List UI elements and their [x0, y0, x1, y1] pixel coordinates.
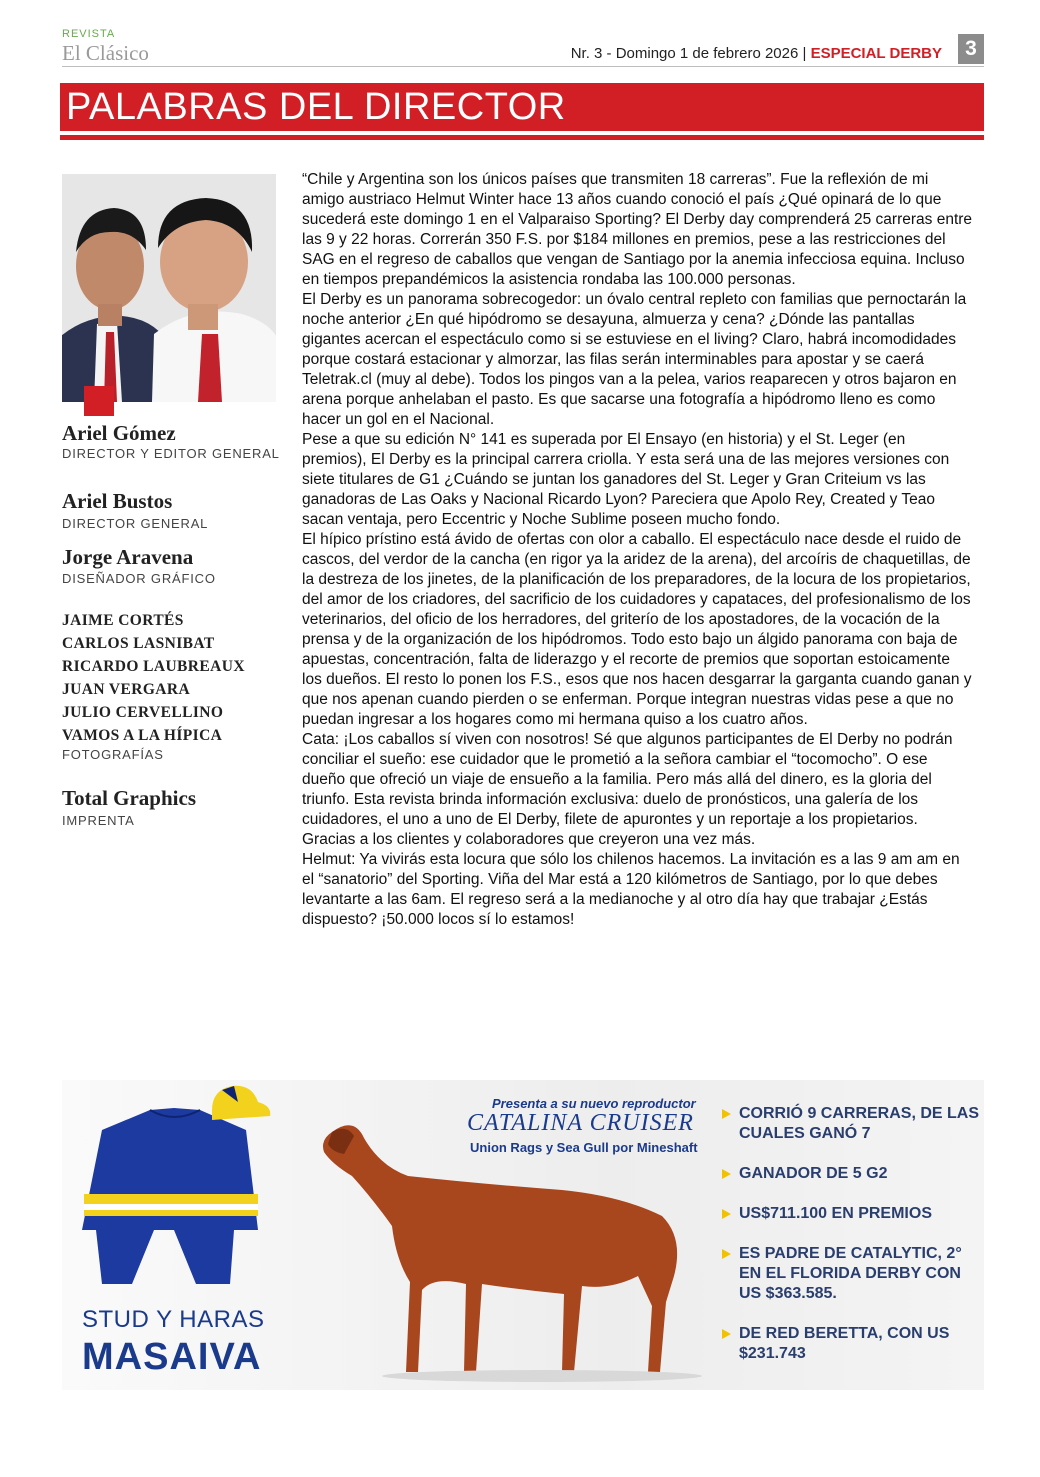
article-paragraph: El hípico prístino está ávido de ofertas con olor a caballo. El espectáculo nace desde el ruido de cascos, del verdor de la cancha (en rigor ya la aridez de la arena), del arcoíris de chaquetillas, de la destreza de los jinetes, de la planificación de los preparadores, de la locura de los propietarios, del amor de los criadores, del sacrificio de los cuidadores y capataces, del profesionalismo de los veterinarios, del oficio de los herradores, del griterío de los apostadores, de la vocación de la prensa y de la organización de los hipódromos. Todo esto bajo un álgido panorama con baja de apuestas, concentración, falta de liderazgo y el recorte de premios que soportan estoicamente los dueños. El resto lo ponen los F.S., esos que nos hacen desgarrar la garganta cuando ganan y que nos apenan cuando pierden o se enferman. Porque integran nuestras vidas pese a que no puedan ingresar a los hogares como mi hermana quiso a los cuatro años.: [302, 531, 972, 728]
ad-bullet: [722, 1244, 984, 1304]
ad-stud-line2: MASAIVA: [82, 1336, 262, 1378]
ad-bullet: [722, 1104, 984, 1144]
article-paragraph: El Derby es un panorama sobrecogedor: un óvalo central repleto con familias que pernoctarán la noche anterior ¿En qué hipódromo se desayuna, almuerza y cena? ¿Dónde las pantallas gigantes acercan el espectáculo como si se estuviese en el living? Claro, habrá incomodidades porque costará estacionar y almorzar, las filas serán interminables para apostar y se caerá Teletrak.cl (muy al debe). Todos los pingos van a la pelea, varios reaparecen y otros bajaron en arena porque anhelaban el pasto. Es que sacarse una fotografía a hipódromo lleno es como hacer un gol en el Nacional.: [302, 291, 967, 428]
accent-square: [84, 386, 114, 416]
designer-role: DISEÑADOR GRÁFICO: [62, 571, 216, 586]
issue-line: [571, 45, 942, 62]
ad-bullet-text: CORRIÓ 9 CARRERAS, DE LAS CUALES GANÓ 7: [739, 1105, 980, 1142]
title-banner: [60, 83, 984, 131]
photographer-name: VAMOS A LA HÍPICA: [62, 727, 223, 744]
ad-bullet-list: [722, 1104, 984, 1384]
header-divider: [62, 66, 984, 67]
designer-name: Jorge Aravena: [62, 545, 194, 569]
triangle-bullet-icon: [722, 1169, 731, 1179]
printer-name: Total Graphics: [62, 786, 196, 810]
ad-stud-line1: STUD Y HARAS: [82, 1306, 265, 1333]
printer-role: IMPRENTA: [62, 813, 135, 828]
director-role: DIRECTOR Y EDITOR GENERAL: [62, 446, 280, 461]
ad-bullet-text: ES PADRE DE CATALYTIC, 2° EN EL FLORIDA DERBY CON US $363.585.: [739, 1245, 962, 1302]
two-men-portrait-image: [62, 174, 276, 402]
ad-bullet-text: US$711.100 EN PREMIOS: [739, 1205, 932, 1222]
photographer-name: RICARDO LAUBREAUX: [62, 658, 245, 675]
article-paragraph: Cata: ¡Los caballos sí viven con nosotros! Sé que algunos participantes de El Derby no podrán conciliar el sueño: ese cuidador que le prometió a la señora cambiar el “tocomocho”. O ese dueño que ofreció un viaje de ensueño a la familia. Pero más allá del dinero, es la gloria del triunfo. Esta revista brinda información exclusiva: duelo de pronósticos, una galería de los cuidadores, el uno a uno de El Derby, filete de apurontes y un reportaje a los propietarios. Gracias a los clientes y colaboradores que creyeron una vez más.: [302, 731, 953, 848]
photographer-name: JAIME CORTÉS: [62, 612, 184, 629]
photographers-role: FOTOGRAFÍAS: [62, 747, 164, 762]
masthead-revista: REVISTA: [62, 28, 116, 40]
staff-credits: [62, 420, 292, 829]
article-body: [302, 170, 974, 930]
article-paragraph: “Chile y Argentina son los únicos países que transmiten 18 carreras”. Fue la reflexión de mi amigo austriaco Helmut Winter hace 13 años cuando conoció el país ¿Qué opinará de lo que sucederá este domingo 1 en el Valparaiso Sporting? El Derby day comprenderá 25 carreras entre las 9 y 22 horas. Correrán 350 F.S. por $184 millones en premios, pese a las restricciones del SAG en el regreso de caballos que vengan de Santiago por la anemia infecciosa equina. Incluso en tiempos prepandémicos la asistencia rondaba las 100.000 personas.: [302, 171, 973, 288]
jockey-silk-icon: [82, 1108, 258, 1284]
ad-bullet-text: DE RED BERETTA, CON US $231.743: [739, 1325, 950, 1362]
ad-presenta-text: Presenta a su nuevo reproductor: [492, 1096, 696, 1111]
triangle-bullet-icon: [722, 1209, 731, 1219]
director-photo: [62, 174, 276, 402]
triangle-bullet-icon: [722, 1109, 731, 1119]
issue-date: Nr. 3 - Domingo 1 de febrero 2026: [570, 45, 799, 62]
ad-bullet: [722, 1164, 984, 1184]
issue-separator: |: [802, 45, 807, 62]
section-label: ESPECIAL DERBY: [810, 45, 942, 62]
photographer-name: JULIO CERVELLINO: [62, 704, 224, 721]
page-title: PALABRAS DEL DIRECTOR: [66, 86, 566, 128]
general-director-name: Ariel Bustos: [62, 489, 173, 513]
title-underline: [60, 135, 984, 140]
ad-bullet-text: GANADOR DE 5 G2: [739, 1165, 888, 1182]
general-director-role: DIRECTOR GENERAL: [62, 516, 209, 531]
jockey-cap-icon: [212, 1086, 270, 1120]
director-name: Ariel Gómez: [62, 421, 176, 445]
article-paragraph: Helmut: Ya vivirás esta locura que sólo los chilenos hacemos. La invitación es a las 9 am am en el “sanatorio” del Sporting. Viña del Mar está a 120 kilómetros de Santiago, por lo que debes levantarte a las 6am. El regreso será a la medianoche y al otro día hay que trabajar ¿Estás dispuesto? ¡50.000 locos sí lo estamos!: [302, 851, 960, 928]
ad-pedigree: Union Rags y Sea Gull por Mineshaft: [470, 1140, 698, 1155]
photographer-name: CARLOS LASNIBAT: [62, 635, 215, 652]
photographer-list: [62, 609, 292, 747]
triangle-bullet-icon: [722, 1249, 731, 1259]
page-number: 3: [958, 34, 984, 64]
ad-horse-name: CATALINA CRUISER: [467, 1110, 694, 1136]
ad-bullet: [722, 1324, 984, 1364]
stud-advertisement: [62, 1080, 984, 1390]
chestnut-horse-image: [323, 1125, 702, 1382]
ad-bullet: [722, 1204, 984, 1224]
masthead-brand: El Clásico: [62, 41, 149, 65]
article-paragraph: Pese a que su edición N° 141 es superada por El Ensayo (en historia) y el St. Leger (en premios), El Derby es la principal carrera criolla. Y esta será una de las mejores versiones con siete titulares de G1 ¿Cuándo se juntan los ganadores del St. Leger y Gran Criteium vs las ganadoras de Las Oaks y Nacional Ricardo Lyon? Pareciera que Apolo Rey, Created y Teao sacan ventaja, pero Eccentric y Noche Sublime poseen mucho fondo.: [302, 431, 950, 528]
photographer-name: JUAN VERGARA: [62, 681, 191, 698]
triangle-bullet-icon: [722, 1329, 731, 1339]
